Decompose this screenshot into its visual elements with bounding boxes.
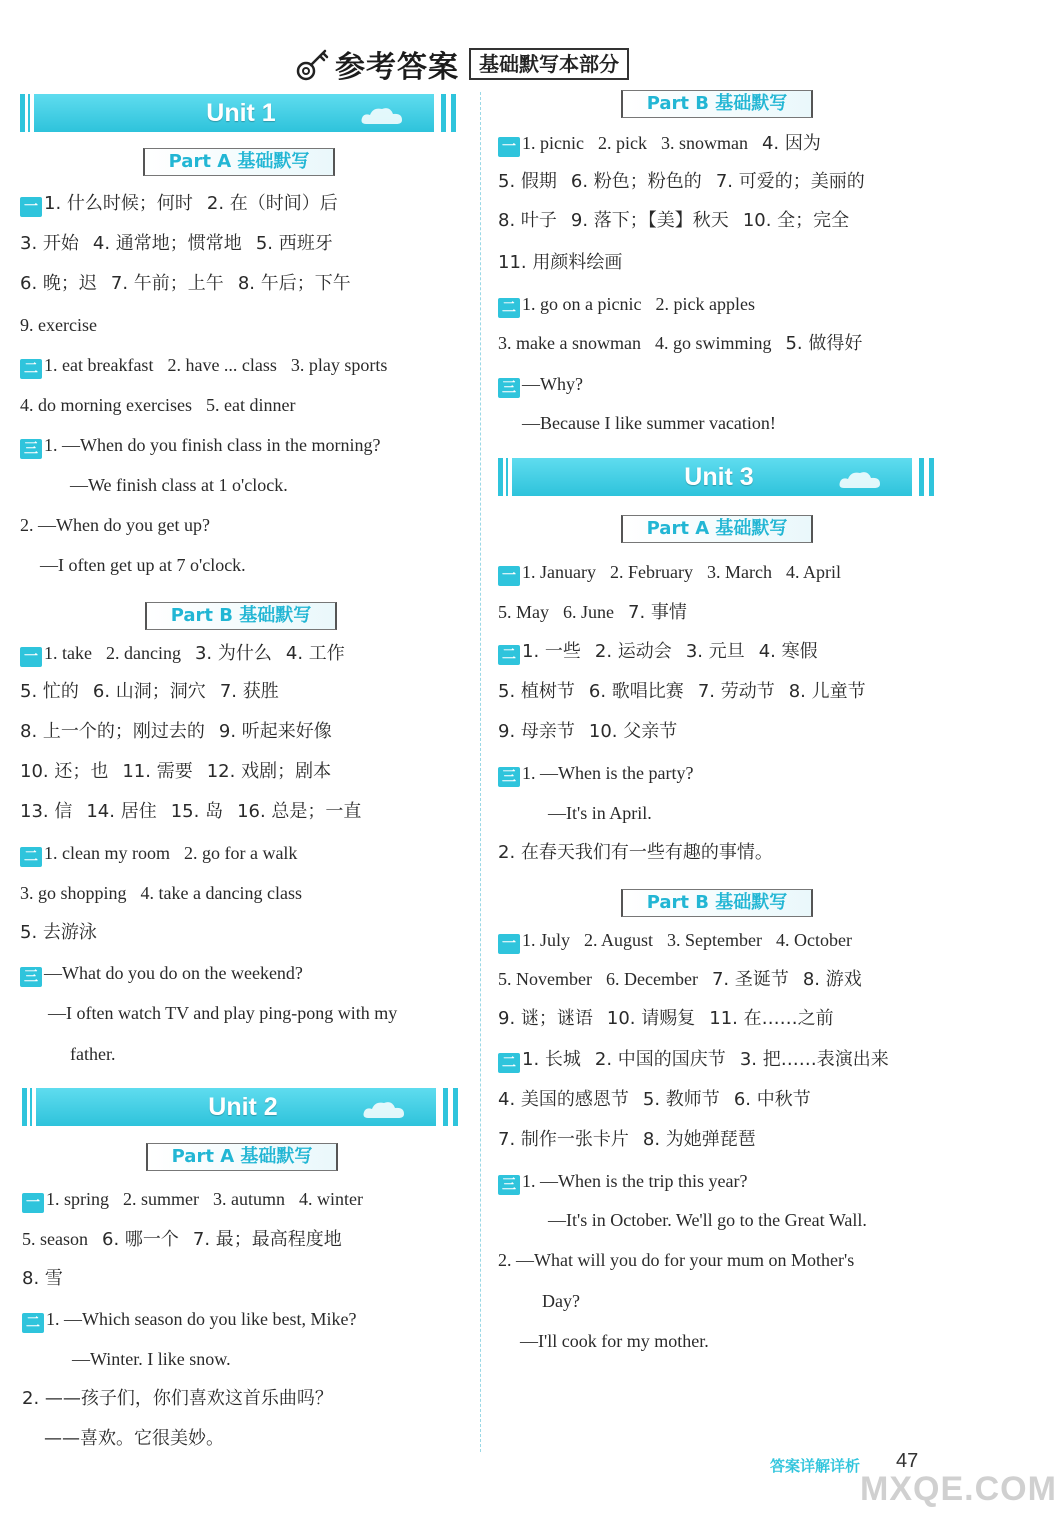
unit-3-part-b-tag bbox=[621, 889, 817, 917]
section-badge: 一 bbox=[22, 1193, 44, 1213]
column-divider bbox=[480, 92, 481, 1452]
answer-line: —I'll cook for my mother. bbox=[520, 1331, 709, 1351]
unit-3-part-a-tag bbox=[621, 515, 817, 543]
answer-line: 9. 谜；谜语 10. 请赐复 11. 在……之前 bbox=[498, 1008, 834, 1029]
section-badge: 一 bbox=[20, 647, 42, 667]
answer-line: father. bbox=[70, 1044, 116, 1064]
unit-2-part-a-tag bbox=[146, 1143, 342, 1171]
answer-line: 一 1. take 2. dancing 3. 为什么 4. 工作 bbox=[20, 641, 345, 667]
section-badge: 二 bbox=[20, 847, 42, 867]
page-title bbox=[295, 44, 629, 84]
answer-line: 一 1. 什么时候；何时 2. 在（时间）后 bbox=[20, 192, 338, 217]
unit-2-part-b-label: Part B 基础默写 bbox=[646, 93, 788, 114]
section-badge: 二 bbox=[498, 298, 520, 318]
unit-1-part-b-tag bbox=[145, 602, 341, 630]
answer-line: 4. do morning exercises 5. eat dinner bbox=[20, 395, 296, 415]
answer-line: 2. 在春天我们有一些有趣的事情。 bbox=[498, 842, 773, 863]
unit-1-part-a-tag bbox=[143, 148, 339, 176]
answer-line: 一 1. spring 2. summer 3. autumn 4. winter bbox=[22, 1187, 363, 1213]
answer-line: 三 —Why? bbox=[498, 372, 583, 398]
answer-line: —Winter. I like snow. bbox=[72, 1349, 231, 1369]
unit-3-part-b-label: Part B 基础默写 bbox=[646, 892, 788, 913]
section-badge: 三 bbox=[498, 1175, 520, 1195]
answer-line: 5. 忙的 6. 山洞；洞穴 7. 获胜 bbox=[20, 681, 279, 702]
section-badge: 三 bbox=[498, 378, 520, 398]
unit-1-banner bbox=[20, 94, 462, 132]
answer-line: 13. 信 14. 居住 15. 岛 16. 总是；一直 bbox=[20, 801, 362, 822]
unit-3-part-a-label: Part A 基础默写 bbox=[646, 518, 788, 539]
answer-line: 二 1. go on a picnic 2. pick apples bbox=[498, 292, 755, 318]
answer-line: 三 1. —When is the party? bbox=[498, 761, 693, 787]
answer-line: 5. 植树节 6. 歌唱比赛 7. 劳动节 8. 儿童节 bbox=[498, 681, 866, 702]
answer-line: 11. 用颜料绘画 bbox=[498, 252, 623, 273]
answer-line: 5. 假期 6. 粉色；粉色的 7. 可爱的；美丽的 bbox=[498, 171, 865, 192]
answer-line: 8. 雪 bbox=[22, 1268, 63, 1289]
section-badge: 一 bbox=[498, 137, 520, 157]
title-box-label: 基础默写本部分 bbox=[469, 48, 629, 80]
answer-line: 9. exercise bbox=[20, 315, 97, 335]
answer-line: 10. 还；也 11. 需要 12. 戏剧；剧本 bbox=[20, 761, 332, 782]
answer-line: ——喜欢。它很美妙。 bbox=[44, 1428, 224, 1449]
title-text: 参考答案 bbox=[335, 50, 459, 85]
answer-line: —We finish class at 1 o'clock. bbox=[70, 475, 288, 495]
page-number: 47 bbox=[896, 1450, 919, 1472]
answer-line: —It's in April. bbox=[548, 803, 652, 823]
answer-line: 8. 叶子 9. 落下；【美】秋天 10. 全；完全 bbox=[498, 210, 850, 231]
section-badge: 三 bbox=[20, 439, 42, 459]
answer-line: 2. —What will you do for your mum on Mother's bbox=[498, 1250, 855, 1270]
section-badge: 一 bbox=[498, 934, 520, 954]
key-icon bbox=[295, 46, 331, 82]
answer-line: Day? bbox=[542, 1291, 580, 1311]
answer-line: —It's in October. We'll go to the Great Wall. bbox=[548, 1210, 867, 1230]
unit-2-banner bbox=[22, 1088, 464, 1126]
answer-line: 4. 美国的感恩节 5. 教师节 6. 中秋节 bbox=[498, 1089, 811, 1110]
watermark-text: MXQE.COM bbox=[860, 1470, 1057, 1508]
section-badge: 三 bbox=[498, 767, 520, 787]
unit-2-part-a-label: Part A 基础默写 bbox=[171, 1146, 313, 1167]
answer-line: 5. season 6. 哪一个 7. 最；最高程度地 bbox=[22, 1229, 342, 1250]
unit-1-title: Unit 1 bbox=[206, 98, 276, 127]
answer-line: 6. 晚；迟 7. 午前；上午 8. 午后；下午 bbox=[20, 273, 351, 294]
answer-line: 一 1. January 2. February 3. March 4. April bbox=[498, 560, 841, 586]
answer-line: 二 1. 长城 2. 中国的国庆节 3. 把……表演出来 bbox=[498, 1048, 889, 1073]
section-badge: 二 bbox=[498, 645, 520, 665]
unit-3-banner bbox=[498, 458, 940, 496]
answer-line: —I often watch TV and play ping-pong with my bbox=[48, 1003, 398, 1023]
answer-line: 2. ——孩子们，你们喜欢这首乐曲吗？ bbox=[22, 1388, 333, 1409]
answer-line: 三 1. —When is the trip this year? bbox=[498, 1169, 747, 1195]
section-badge: 二 bbox=[22, 1313, 44, 1333]
unit-3-title: Unit 3 bbox=[684, 462, 754, 491]
answer-line: 三 1. —When do you finish class in the morning? bbox=[20, 433, 380, 459]
unit-2-title: Unit 2 bbox=[208, 1092, 278, 1121]
answer-line: 9. 母亲节 10. 父亲节 bbox=[498, 721, 678, 742]
section-badge: 一 bbox=[498, 566, 520, 586]
answer-line: 二 1. 一些 2. 运动会 3. 元旦 4. 寒假 bbox=[498, 640, 818, 665]
unit-2-part-b-tag bbox=[621, 90, 817, 118]
answer-line: 二 1. clean my room 2. go for a walk bbox=[20, 841, 297, 867]
answer-line: 二 1. —Which season do you like best, Mike? bbox=[22, 1307, 356, 1333]
answer-line: 3. go shopping 4. take a dancing class bbox=[20, 883, 302, 903]
section-badge: 一 bbox=[20, 197, 42, 217]
unit-1-part-a-label: Part A 基础默写 bbox=[168, 151, 310, 172]
answer-line: 5. November 6. December 7. 圣诞节 8. 游戏 bbox=[498, 969, 862, 990]
answer-line: 5. May 6. June 7. 事情 bbox=[498, 602, 687, 623]
footer-label: 答案详解详析 bbox=[770, 1457, 861, 1475]
answer-line: 三 —What do you do on the weekend? bbox=[20, 961, 303, 987]
answer-line: 一 1. picnic 2. pick 3. snowman 4. 因为 bbox=[498, 131, 821, 157]
answer-line: —Because I like summer vacation! bbox=[522, 413, 776, 433]
answer-line: —I often get up at 7 o'clock. bbox=[40, 555, 246, 575]
answer-line: 8. 上一个的；刚过去的 9. 听起来好像 bbox=[20, 721, 332, 742]
section-badge: 二 bbox=[498, 1053, 520, 1073]
answer-line: 5. 去游泳 bbox=[20, 922, 97, 943]
section-badge: 二 bbox=[20, 359, 42, 379]
answer-line: 7. 制作一张卡片 8. 为她弹琵琶 bbox=[498, 1129, 756, 1150]
answer-line: 3. 开始 4. 通常地；惯常地 5. 西班牙 bbox=[20, 233, 333, 254]
section-badge: 三 bbox=[20, 967, 42, 987]
answer-line: 3. make a snowman 4. go swimming 5. 做得好 bbox=[498, 333, 863, 354]
answer-line: 一 1. July 2. August 3. September 4. October bbox=[498, 928, 852, 954]
answer-line: 2. —When do you get up? bbox=[20, 515, 210, 535]
answer-line: 二 1. eat breakfast 2. have ... class 3. play sports bbox=[20, 353, 387, 379]
unit-1-part-b-label: Part B 基础默写 bbox=[170, 605, 312, 626]
